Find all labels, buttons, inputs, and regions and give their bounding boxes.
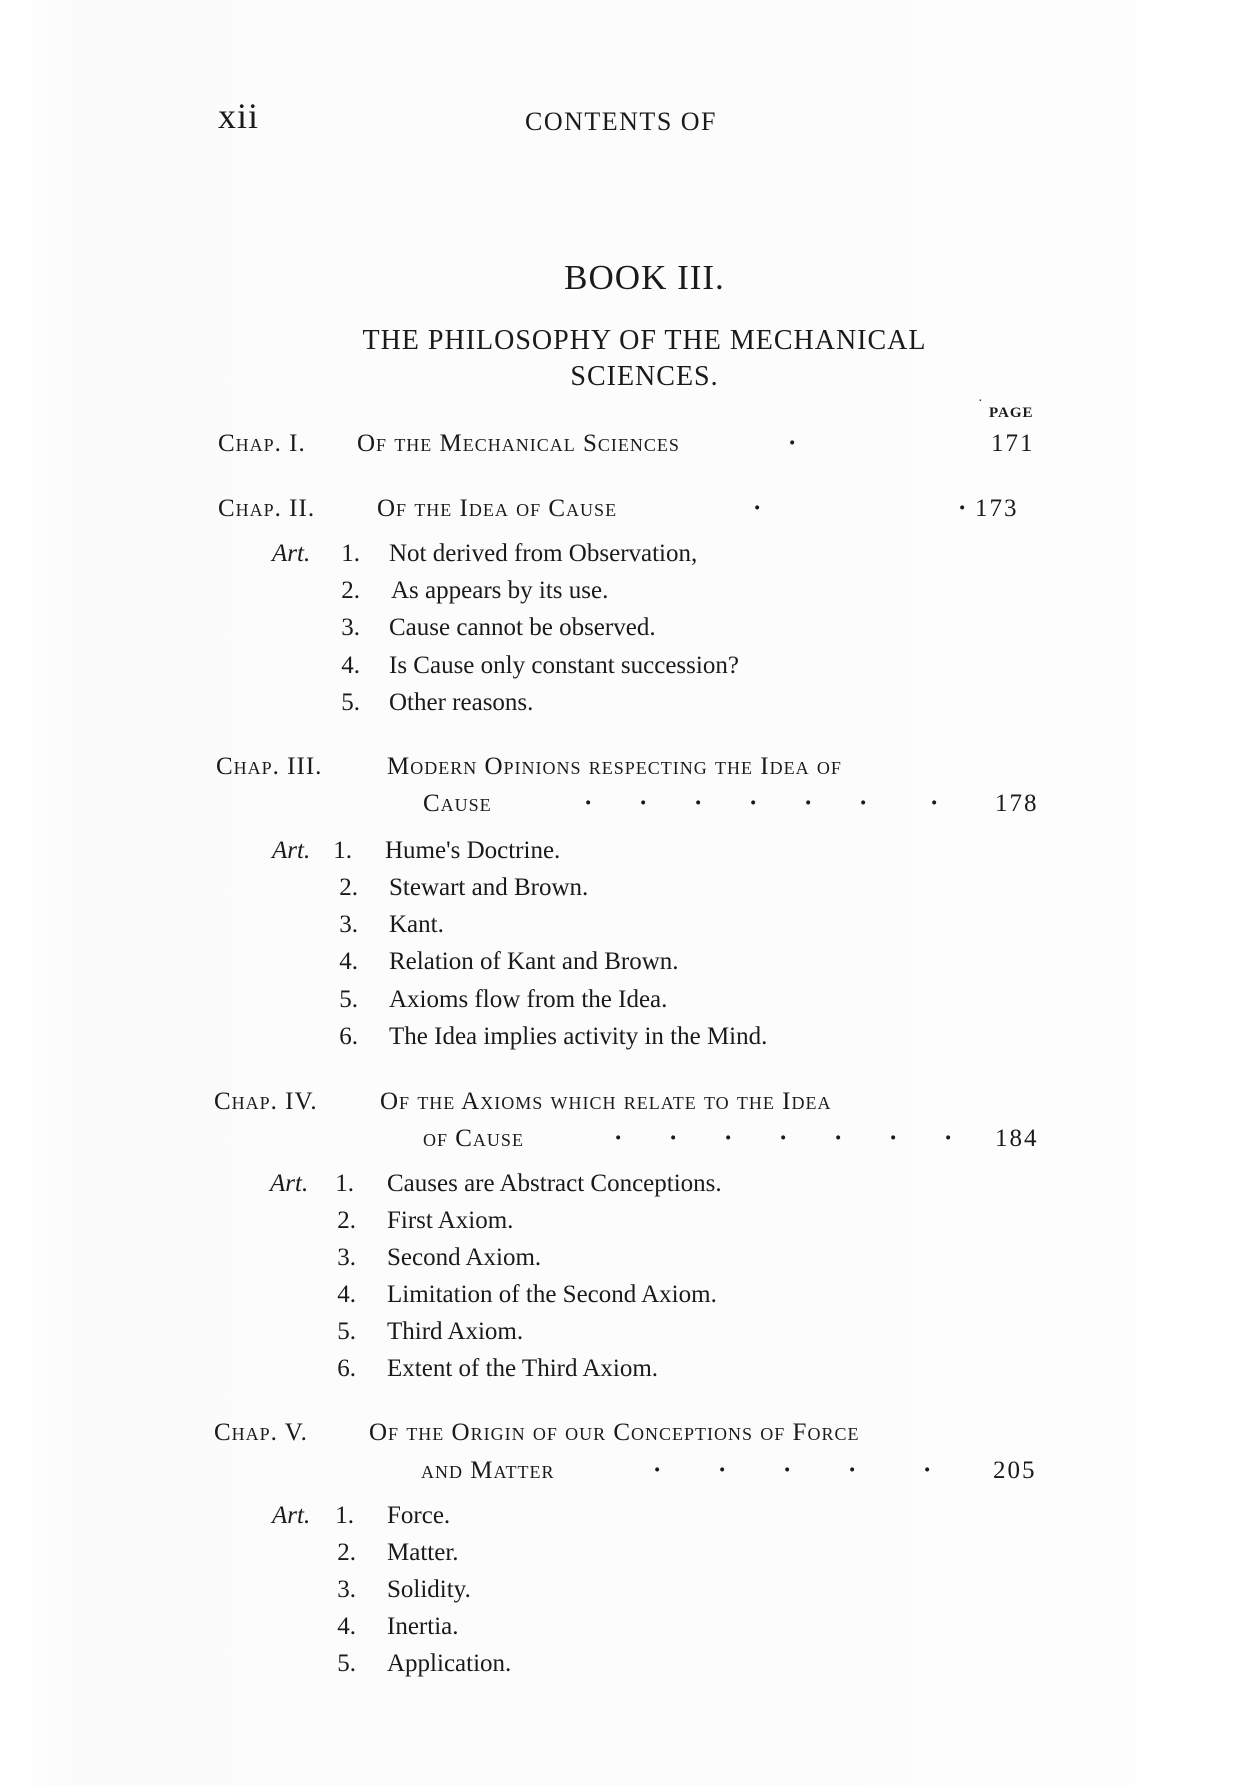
article-text: Solidity. <box>387 1576 471 1603</box>
article-number: 3. <box>337 1576 356 1603</box>
chapter-page: 178 <box>995 790 1039 817</box>
leader-dot: · <box>889 1125 898 1152</box>
page-column-mark: · <box>978 394 983 409</box>
article-text: Third Axiom. <box>387 1318 524 1345</box>
article-label: Art. <box>272 1502 311 1529</box>
article-label: Art. <box>272 837 311 864</box>
article-number: 5. <box>337 1318 356 1345</box>
article-number: 1. <box>341 540 360 567</box>
leader-dot: · <box>779 1125 788 1152</box>
book-subtitle-line1: THE PHILOSOPHY OF THE MECHANICAL <box>362 325 927 356</box>
article-text: First Axiom. <box>387 1207 514 1234</box>
article-text: Relation of Kant and Brown. <box>389 948 679 975</box>
leader-dot: · <box>848 1457 857 1484</box>
article-number: 4. <box>341 652 360 679</box>
book-title: BOOK III. <box>564 258 725 297</box>
article-number: 5. <box>341 689 360 716</box>
chapter-title-cont: Cause <box>423 790 492 817</box>
article-text: Extent of the Third Axiom. <box>387 1355 659 1382</box>
leader-dot: · <box>718 1457 727 1484</box>
article-text: Application. <box>387 1650 512 1677</box>
chapter-title: Of the Axioms which relate to the Idea <box>380 1088 832 1115</box>
chapter-title-cont: and Matter <box>421 1457 555 1484</box>
leader-dot: · <box>753 495 762 522</box>
article-label: Art. <box>272 540 311 567</box>
article-number: 5. <box>337 1650 356 1677</box>
chapter-title: Of the Origin of our Conceptions of Force <box>369 1419 860 1446</box>
article-number: 4. <box>339 948 358 975</box>
article-number: 5. <box>339 986 358 1013</box>
chapter-title: Of the Idea of Cause <box>377 495 618 522</box>
chapter-label: Chap. III. <box>216 753 323 780</box>
article-text: As appears by its use. <box>391 577 609 604</box>
leader-dot: · <box>834 1125 843 1152</box>
page-column-label: PAGE <box>989 405 1034 421</box>
article-text: Stewart and Brown. <box>389 874 589 901</box>
article-number: 2. <box>337 1539 356 1566</box>
chapter-page: 205 <box>993 1457 1037 1484</box>
page-folio: xii <box>218 96 260 136</box>
leader-dot: · <box>923 1457 932 1484</box>
chapter-label: Chap. IV. <box>214 1088 318 1115</box>
article-text: Inertia. <box>387 1613 459 1640</box>
article-text: Causes are Abstract Conceptions. <box>387 1170 722 1197</box>
chapter-label: Chap. V. <box>214 1419 308 1446</box>
chapter-label: Chap. II. <box>218 495 316 522</box>
article-number: 2. <box>337 1207 356 1234</box>
article-text: Matter. <box>387 1539 459 1566</box>
chapter-title-cont: of Cause <box>423 1125 524 1152</box>
article-number: 1. <box>333 837 352 864</box>
article-number: 2. <box>341 577 360 604</box>
article-number: 4. <box>337 1613 356 1640</box>
book-subtitle-line2: SCIENCES. <box>570 361 719 392</box>
article-text: Not derived from Observation, <box>389 540 698 567</box>
leader-dot: · <box>749 790 758 817</box>
leader-dot: · <box>944 1125 953 1152</box>
article-number: 1. <box>335 1502 354 1529</box>
leader-dot: · <box>783 1457 792 1484</box>
article-number: 3. <box>341 614 360 641</box>
article-text: Other reasons. <box>389 689 534 716</box>
chapter-page: 184 <box>995 1125 1039 1152</box>
article-text: Is Cause only constant succession? <box>389 652 739 679</box>
article-number: 2. <box>339 874 358 901</box>
chapter-page: 171 <box>991 430 1035 457</box>
article-text: Limitation of the Second Axiom. <box>387 1281 717 1308</box>
leader-dot: · <box>614 1125 623 1152</box>
article-label: Art. <box>270 1170 309 1197</box>
leader-dot: · <box>859 790 868 817</box>
article-number: 3. <box>337 1244 356 1271</box>
leader-dot: · <box>653 1457 662 1484</box>
running-title: CONTENTS OF <box>525 107 718 136</box>
leader-dot: · <box>669 1125 678 1152</box>
chapter-title: Modern Opinions respecting the Idea of <box>387 753 842 780</box>
article-number: 6. <box>337 1355 356 1382</box>
article-number: 4. <box>337 1281 356 1308</box>
leader-dot: · <box>958 495 967 522</box>
chapter-title: Of the Mechanical Sciences <box>357 430 680 457</box>
leader-dot: · <box>724 1125 733 1152</box>
running-head <box>0 95 1259 145</box>
leader-dot: · <box>788 430 797 457</box>
book-subtitle <box>0 323 1259 395</box>
chapter-page: 173 <box>975 495 1019 522</box>
article-text: Kant. <box>389 911 444 938</box>
article-number: 6. <box>339 1023 358 1050</box>
leader-dot: · <box>694 790 703 817</box>
article-text: Axioms flow from the Idea. <box>389 986 668 1013</box>
leader-dot: · <box>639 790 648 817</box>
article-text: Second Axiom. <box>387 1244 542 1271</box>
article-number: 3. <box>339 911 358 938</box>
leader-dot: · <box>584 790 593 817</box>
chapter-label: Chap. I. <box>218 430 306 457</box>
article-text: The Idea implies activity in the Mind. <box>389 1023 768 1050</box>
leader-dot: · <box>930 790 939 817</box>
article-text: Cause cannot be observed. <box>389 614 656 641</box>
article-text: Force. <box>387 1502 451 1529</box>
article-number: 1. <box>335 1170 354 1197</box>
article-text: Hume's Doctrine. <box>385 837 561 864</box>
leader-dot: · <box>804 790 813 817</box>
